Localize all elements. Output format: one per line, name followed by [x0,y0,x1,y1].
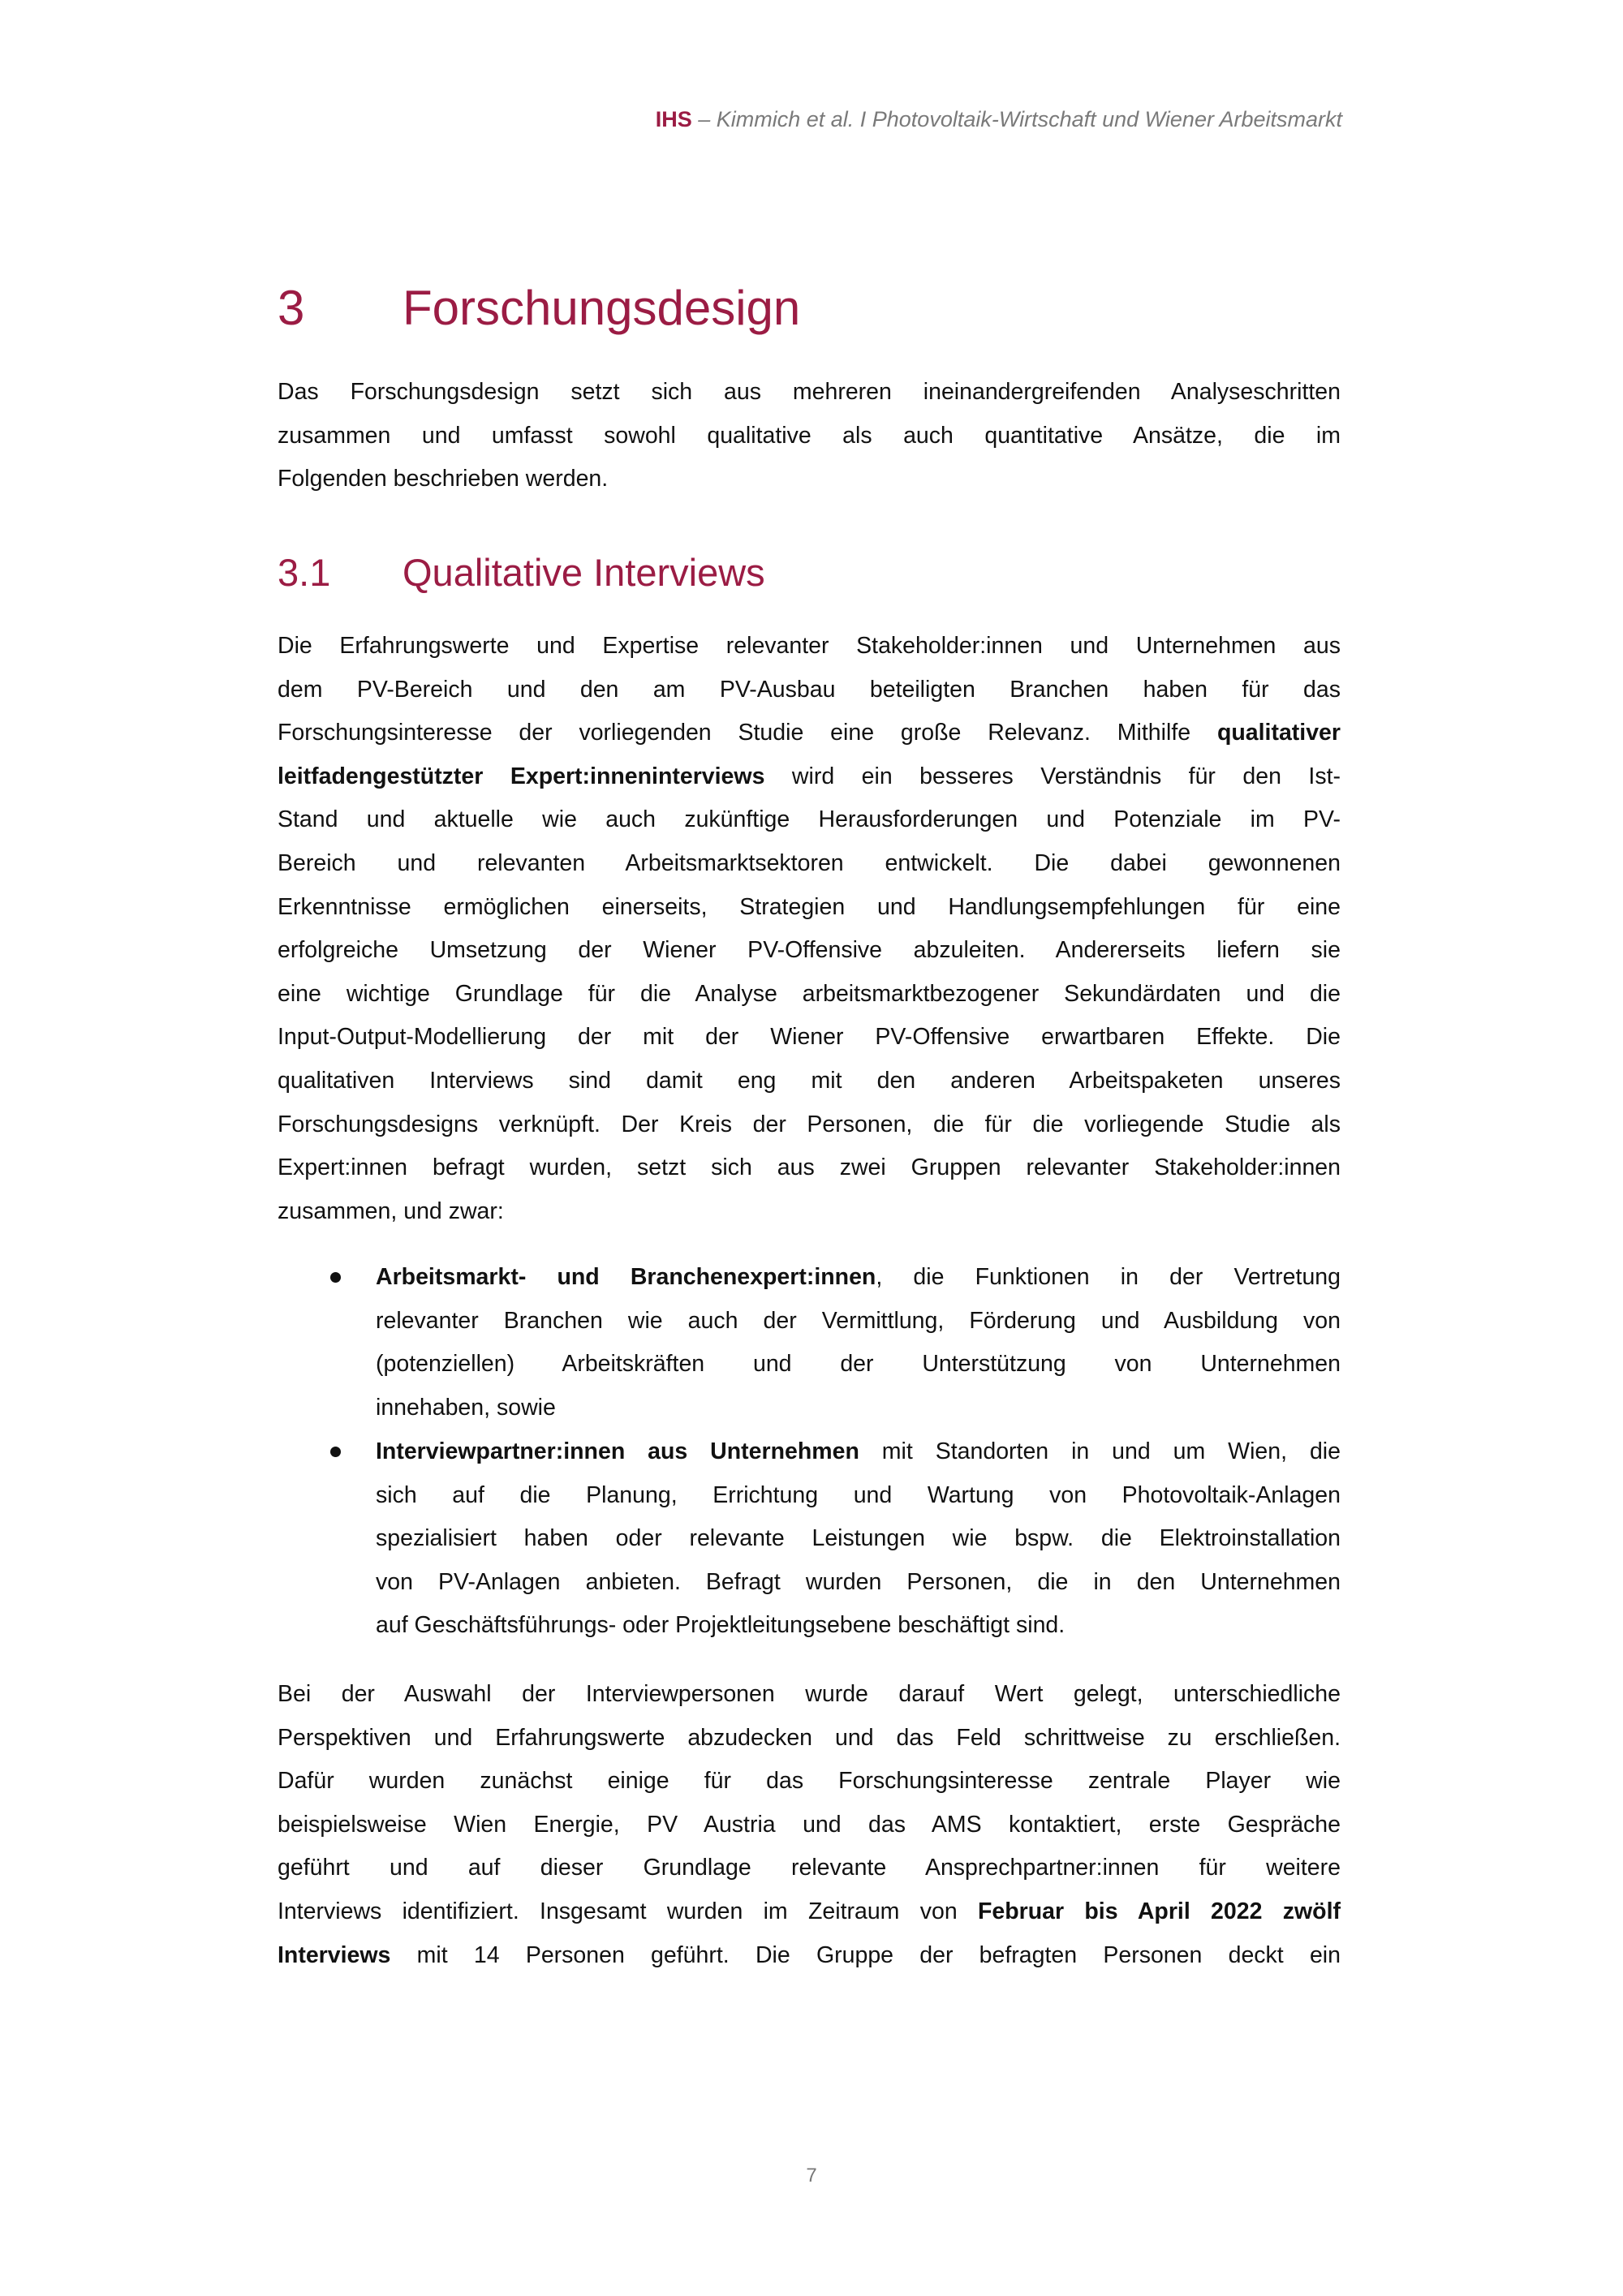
bullet-icon [330,1447,341,1457]
text-line [376,1430,1341,1474]
text: Bei der Auswahl der Interviewpersonen wurde darauf Wert gelegt, unterschiedliche [278,1681,1341,1707]
text-line [278,1016,1341,1060]
text: (potenziellen) Arbeitskräften und der Unterstützung von Unternehmen [376,1351,1341,1378]
section-number: 3.1 [278,551,331,594]
text-line [278,1760,1341,1804]
text: sich auf die Planung, Errichtung und Wartung von Photovoltaik-Anlagen [376,1481,1341,1508]
text: innehaben, sowie [376,1394,556,1421]
bold-text: qualitativer [1216,720,1341,746]
text: Input-Output-Modellierung der mit der Wiener PV-Offensive erwartbaren Effekte. Die [278,1024,1341,1051]
text-line [278,973,1341,1017]
text-line [278,712,1341,755]
section-heading [278,550,765,595]
text: wird ein besseres Verständnis für den Ist- [764,763,1341,789]
text-line [278,842,1341,886]
bold-text: Arbeitsmarkt- und Branchenexpert:innen [376,1264,876,1290]
text-line [278,458,1341,501]
running-header [656,107,1342,132]
text: dem PV-Bereich und den am PV-Ausbau beteiligten Branchen haben für das [278,676,1341,703]
text: zusammen, und zwar: [278,1197,504,1224]
text-line [278,1103,1341,1147]
text-line [376,1517,1341,1561]
text-line [278,1934,1341,1978]
bold-text: Interviewpartner:innen aus Unternehmen [376,1438,859,1464]
text: Expert:innen befragt wurden, setzt sich aus zwei Gruppen relevanter Stakeholder:innen [278,1154,1341,1181]
text-line [376,1343,1341,1387]
text: eine wichtige Grundlage für die Analyse arbeitsmarktbezogener Sekundärdaten und die [278,980,1341,1007]
text: Forschungsdesigns verknüpft. Der Kreis der Personen, die für die vorliegende Studie als [278,1111,1341,1137]
text: Forschungsinteresse der vorliegenden Studie eine große Relevanz. Mithilfe [278,720,1217,746]
text: , die Funktionen in der Vertretung [876,1264,1341,1290]
text-line [376,1300,1341,1344]
text-line [376,1604,1341,1648]
chapter-title: Forschungsdesign [403,281,801,335]
text-line [278,1847,1341,1890]
bold-text: Interviews [278,1941,391,1968]
bold-text: leitfadengestützter Expert:inneninterviews [278,763,765,789]
intro-paragraph [278,371,1341,501]
text: Die Erfahrungswerte und Expertise relevanter Stakeholder:innen und Unternehmen aus [278,633,1341,659]
text-line [376,1387,1341,1430]
text-line [278,1146,1341,1190]
text-line [278,371,1341,415]
text-line [278,415,1341,458]
text: spezialisiert haben oder relevante Leistungen wie bspw. die Elektroinstallation [376,1525,1341,1552]
chapter-heading [278,280,800,336]
text: Erkenntnisse ermöglichen einerseits, Strategien und Handlungsempfehlungen für eine [278,893,1341,920]
text: mit Standorten in und um Wien, die [859,1438,1341,1464]
text: mit 14 Personen geführt. Die Gruppe der befragten Personen deckt ein [390,1941,1341,1968]
text: Bereich und relevanten Arbeitsmarktsektoren entwickelt. Die dabei gewonnenen [278,849,1341,876]
text-line [278,1890,1341,1934]
chapter-number: 3 [278,281,305,335]
text-line [278,669,1341,712]
bold-text: Februar bis April 2022 zwölf [977,1898,1341,1924]
text: Das Forschungsdesign setzt sich aus mehreren ineinandergreifenden Analyseschritten [278,379,1341,405]
text: Folgenden beschrieben werden. [278,466,609,492]
text: von PV-Anlagen anbieten. Befragt wurden Personen, die in den Unternehmen [376,1568,1341,1595]
text: zusammen und umfasst sowohl qualitative als auch quantitative Ansätze, die im [278,422,1341,449]
text-line [278,929,1341,973]
text: auf Geschäftsführungs- oder Projektleitungsebene beschäftigt sind. [376,1612,1065,1639]
text: qualitativen Interviews sind damit eng mit den anderen Arbeitspaketen unseres [278,1067,1341,1094]
text: relevanter Branchen wie auch der Vermittlung, Förderung und Ausbildung von [376,1307,1341,1334]
text-line [376,1474,1341,1518]
text: Perspektiven und Erfahrungswerte abzudecken und das Feld schrittweise zu erschließen. [278,1724,1341,1751]
bullet-item [376,1256,1341,1430]
text-line [376,1256,1341,1300]
text: Stand und aktuelle wie auch zukünftige Herausforderungen und Potenziale im PV- [278,806,1341,833]
text: erfolgreiche Umsetzung der Wiener PV-Offensive abzuleiten. Andererseits liefern sie [278,937,1341,964]
text: Interviews identifiziert. Insgesamt wurden im Zeitraum von [278,1898,978,1924]
text-line [278,798,1341,842]
body-paragraph [278,1673,1341,1977]
text-line [278,1190,1341,1234]
header-title: – Kimmich et al. I Photovoltaik-Wirtschaft und Wiener Arbeitsmarkt [691,107,1342,131]
bullet-item [376,1430,1341,1648]
section-title: Qualitative Interviews [403,551,765,594]
body-paragraph [278,625,1341,1233]
text: Dafür wurden zunächst einige für das Forschungsinteresse zentrale Player wie [278,1768,1341,1795]
header-org: IHS [655,107,692,131]
text-line [376,1561,1341,1605]
text: geführt und auf dieser Grundlage relevante Ansprechpartner:innen für weitere [278,1855,1341,1881]
text: beispielsweise Wien Energie, PV Austria und das AMS kontaktiert, erste Gespräche [278,1811,1341,1838]
bullet-icon [330,1272,341,1283]
text-line [278,1060,1341,1103]
text-line [278,625,1341,669]
text-line [278,886,1341,930]
page-number: 7 [806,2165,817,2186]
text-line [278,1717,1341,1761]
text-line [278,755,1341,799]
text-line [278,1673,1341,1717]
text-line [278,1804,1341,1847]
